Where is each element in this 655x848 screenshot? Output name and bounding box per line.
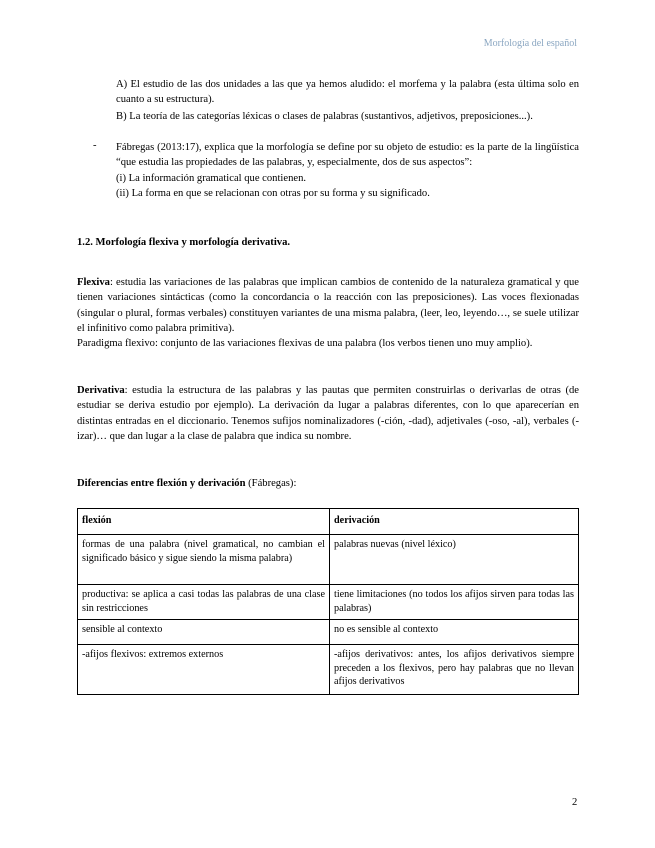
table-cell: no es sensible al contexto [330,620,579,645]
flexiva-paragraph [77,275,579,336]
table-row [78,620,579,645]
running-header: Morfología del español [483,38,577,49]
derivativa-term: Derivativa [77,385,125,396]
bullet-marker: - [93,140,97,151]
table-header-row [78,509,579,535]
diferencias-heading: Diferencias entre flexión y derivación [77,478,246,489]
table-cell: tiene limitaciones (no todos los afijos sirven para todas las palabras) [330,585,579,620]
derivativa-paragraph [77,383,579,444]
column-header-flexion: flexión [78,509,330,535]
comparison-table [77,508,579,695]
table-cell: sensible al contexto [78,620,330,645]
derivativa-definition: : estudia la estructura de las palabras y las pautas que permiten construirlas o derivarlas de otras (de estudiar se deriva estudio por ejemplo). La derivación da lugar a palabras diferentes, con lo que aparecerían en distintas entradas en el diccionario. Tenemos sufijos nominalizadores (-ción, -dad), adjetivales (-oso, -al), verbales (-izar)… que dan lugar a la clase de palabra que indica su nombre. [77,385,579,442]
table-cell: formas de una palabra (nivel gramatical, no cambian el significado básico y sigue siendo la misma palabra) [78,535,330,585]
bullet-text: Fábregas (2013:17), explica que la morfología se define por su objeto de estudio: es la parte de la lingüística “que estudia las propiedades de las palabras, y, especialmente, dos de sus aspectos”: [116,142,579,169]
table-row [78,645,579,695]
table-row [78,535,579,585]
point-ii: (ii) La forma en que se relacionan con otras por su forma y su significado. [116,188,430,199]
table-cell: palabras nuevas (nivel léxico) [330,535,579,585]
flexiva-definition: : estudia las variaciones de las palabras que implican cambios de contenido de la naturaleza gramatical y que tienen variaciones sintácticas (como la concordancia o la reacción con las preposiciones). Las voces flexionadas (singular o plural, formas verbales) constituyen variantes de una misma palabra, (leer, leo, leyendo…, se suele utilizar el infinitivo como palabra primitiva). [77,277,579,334]
flexiva-term: Flexiva [77,277,110,288]
paradigma-paragraph: Paradigma flexivo: conjunto de las variaciones flexivas de una palabra (los verbos tienen uno muy amplio). [77,338,533,349]
table-cell: -afijos derivativos: antes, los afijos derivativos siempre preceden a los flexivos, pero hay palabras que no llevan afijos derivativos [330,645,579,695]
diferencias-line [77,476,579,491]
diferencias-source: (Fábregas): [245,478,297,489]
point-i: (i) La información gramatical que contienen. [116,173,307,184]
page-number: 2 [572,797,578,808]
table-cell: productiva: se aplica a casi todas las palabras de una clase sin restricciones [78,585,330,620]
intro-item-a: A) El estudio de las dos unidades a las que ya hemos aludido: el morfema y la palabra (esta última solo en cuanto a su estructura). [116,79,579,106]
column-header-derivacion: derivación [330,509,579,535]
section-heading: 1.2. Morfología flexiva y morfología derivativa. [77,237,291,248]
table-cell: -afijos flexivos: extremos externos [78,645,330,695]
table-row [78,585,579,620]
intro-item-b: B) La teoría de las categorías léxicas o clases de palabras (sustantivos, adjetivos, preposiciones...). [116,111,533,122]
